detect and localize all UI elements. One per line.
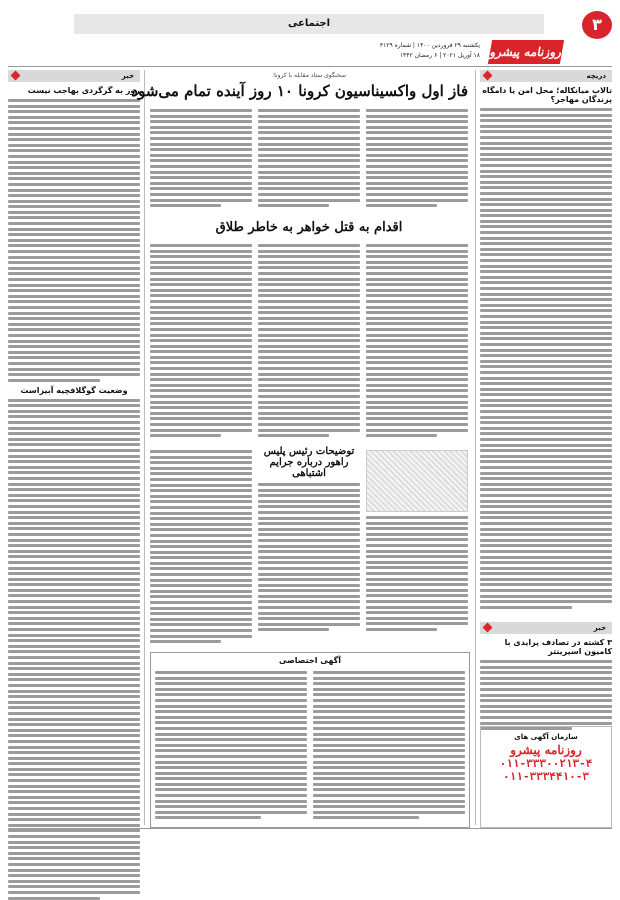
footer-divider xyxy=(8,828,612,829)
left-section-header: خبر xyxy=(8,70,140,82)
third-headline: توضیحات رئیس پلیس راهور درباره جرایم اشتباهی xyxy=(263,446,355,479)
section-title: اجتماعی xyxy=(287,18,331,29)
diamond-icon xyxy=(483,71,493,81)
page-number-badge: ۳ xyxy=(582,11,612,39)
column-divider xyxy=(475,70,476,825)
diamond-icon xyxy=(11,71,21,81)
second-story xyxy=(150,220,468,440)
right-article-body xyxy=(480,108,612,609)
left-article-title-2: وضعیت گوگلافچیه آبیزاست xyxy=(20,385,128,395)
right-column xyxy=(480,70,612,618)
ad-heading: سازمان آگهی های xyxy=(514,733,578,741)
main-headline: فاز اول واکسیناسیون کرونا ۱۰ روز آینده تمام می‌شود xyxy=(131,82,468,100)
right-section-header: دریچه xyxy=(480,70,612,82)
newspaper-logo: روزنامه پیشرو xyxy=(488,40,564,64)
second-body xyxy=(150,240,468,440)
right-bottom-news xyxy=(480,622,612,722)
issue-date-persian: یکشنبه ۲۹ فروردین ۱۴۰۰ | شماره ۳۱۲۹ xyxy=(379,42,480,49)
ad-phone-2: ۰۱۱-۳۳۳۴۴۱۰-۳ xyxy=(502,770,590,783)
story-photo xyxy=(366,450,468,512)
right-bottom-title: ۳ کشته در تصادف پرایدی با کامیون اسپرینتر xyxy=(504,638,612,656)
main-body xyxy=(150,105,468,210)
legal-notice-box xyxy=(150,652,470,828)
diamond-icon xyxy=(483,623,493,633)
right-article-title: تالاب میانکاله؛ محل امن یا دامگاه پرندگان مهاجر؟ xyxy=(482,86,612,104)
notice-title: آگهی اختصاصی xyxy=(278,656,342,665)
ad-brand: روزنامه پیشرو xyxy=(510,743,582,757)
second-headline: اقدام به قتل خواهر به خاطر طلاق xyxy=(215,220,403,235)
right-bottom-section-header: خبر xyxy=(480,622,612,634)
issue-date-gregorian: ۱۸ آوریل ۲۰۲۱ | ۶ رمضان ۱۴۴۲ xyxy=(399,52,480,59)
ad-phone-1: ۰۱۱-۳۳۳۰۰۲۱۳-۴ xyxy=(499,757,593,770)
left-article-title-1: روز به گرگردی بهاجب نیست xyxy=(27,86,140,95)
column-divider xyxy=(144,70,145,825)
left-column xyxy=(8,70,140,825)
ad-box xyxy=(480,726,612,828)
header-divider xyxy=(8,66,612,67)
main-story xyxy=(131,72,468,212)
third-story xyxy=(150,446,468,646)
main-kicker: سخنگوی ستاد مقابله با کرونا: xyxy=(272,72,346,79)
